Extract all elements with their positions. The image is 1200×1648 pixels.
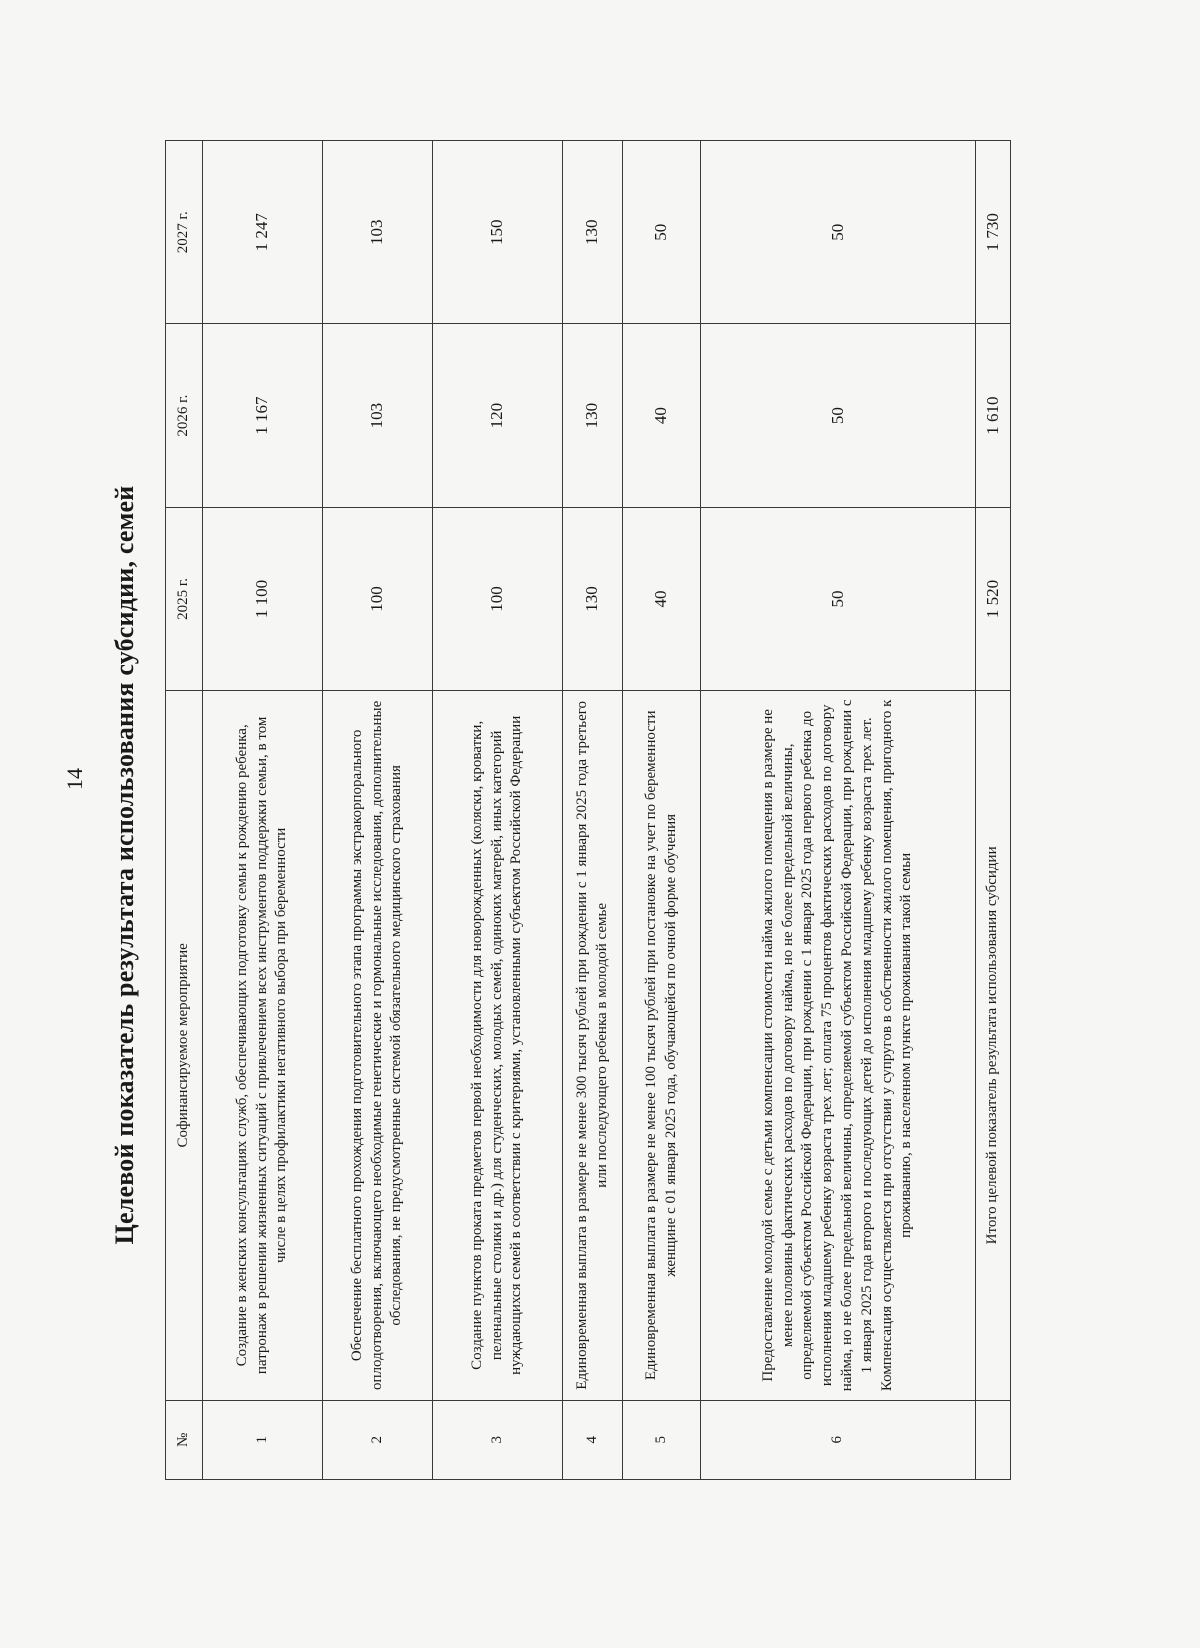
page-number: 14 bbox=[62, 768, 87, 790]
indicator-table bbox=[165, 140, 1011, 1480]
total-label: Итого целевой показатель результата использования субсидии bbox=[976, 691, 1011, 1400]
row-event: Создание в женских консультациях служб, обеспечивающих подготовку семьи к рождению ребенка, патронаж в решении жизненных ситуаций с привлечением всех инструментов поддержки семьи, в том числе в целях профилактики негативного выбора при беременности bbox=[203, 691, 323, 1400]
table-total-row bbox=[976, 141, 1011, 1480]
row-2025: 100 bbox=[433, 507, 563, 690]
row-num: 4 bbox=[563, 1400, 623, 1479]
row-2025: 40 bbox=[623, 507, 701, 690]
header-2027: 2027 г. bbox=[166, 141, 203, 324]
table-row bbox=[323, 141, 433, 1480]
row-2026: 130 bbox=[563, 324, 623, 507]
rotated-content bbox=[100, 120, 1100, 1560]
header-num: № bbox=[166, 1400, 203, 1479]
header-2025: 2025 г. bbox=[166, 507, 203, 690]
total-2026: 1 610 bbox=[976, 324, 1011, 507]
row-2027: 50 bbox=[623, 141, 701, 324]
total-num bbox=[976, 1400, 1011, 1479]
total-2027: 1 730 bbox=[976, 141, 1011, 324]
row-2025: 130 bbox=[563, 507, 623, 690]
row-event: Предоставление молодой семье с детьми компенсации стоимости найма жилого помещения в размере не менее половины фактических расходов по договору найма, но не более предельной величины, определяемой субъектом Российской Федерации, при рождении с 1 января 2025 года первого ребенка до исполнения младшему ребенку возраста трех лет; оплата 75 процентов фактических расходов по договору найма, но не более предельной величины, определяемой субъектом Российской Федерации, при рождении с 1 января 2025 года второго и последующих детей до исполнения младшему ребенку возраста трех лет. Компенсация осуществляется при отсутствии у супругов в собственности жилого помещения, пригодного к проживанию, в населенном пункте проживания такой семьи bbox=[701, 691, 976, 1400]
table-row bbox=[701, 141, 976, 1480]
row-num: 1 bbox=[203, 1400, 323, 1479]
row-2025: 100 bbox=[323, 507, 433, 690]
row-2026: 1 167 bbox=[203, 324, 323, 507]
row-2025: 1 100 bbox=[203, 507, 323, 690]
table-row bbox=[623, 141, 701, 1480]
table-row bbox=[563, 141, 623, 1480]
row-2025: 50 bbox=[701, 507, 976, 690]
row-num: 6 bbox=[701, 1400, 976, 1479]
row-2026: 50 bbox=[701, 324, 976, 507]
row-num: 3 bbox=[433, 1400, 563, 1479]
row-2027: 130 bbox=[563, 141, 623, 324]
total-2025: 1 520 bbox=[976, 507, 1011, 690]
header-event: Софинансируемое мероприятие bbox=[166, 691, 203, 1400]
page-title: Целевой показатель результата использования субсидии, семей bbox=[110, 485, 139, 1245]
row-event: Единовременная выплата в размере не менее 100 тысяч рублей при постановке на учет по беременности женщине с 01 января 2025 года, обучающейся по очной форме обучения bbox=[623, 691, 701, 1400]
table-header-row bbox=[166, 141, 203, 1480]
row-num: 5 bbox=[623, 1400, 701, 1479]
row-2027: 150 bbox=[433, 141, 563, 324]
row-num: 2 bbox=[323, 1400, 433, 1479]
row-event: Единовременная выплата в размере не менее 300 тысяч рублей при рождении с 1 января 2025 года третьего или последующего ребенка в молодой семье bbox=[563, 691, 623, 1400]
row-2027: 50 bbox=[701, 141, 976, 324]
table-row bbox=[433, 141, 563, 1480]
row-event: Создание пунктов проката предметов первой необходимости для новорожденных (коляски, кроватки, пеленальные столики и др.) для студенческих, молодых семей, одиноких матерей, иных категорий нуждающихся семей в соответствии с критериями, установленными субъектом Российской Федерации bbox=[433, 691, 563, 1400]
row-2026: 103 bbox=[323, 324, 433, 507]
row-2026: 120 bbox=[433, 324, 563, 507]
row-2027: 1 247 bbox=[203, 141, 323, 324]
row-event: Обеспечение бесплатного прохождения подготовительного этапа программы экстракорпорального оплодотворения, включающего необходимые генетические и гормональные исследования, дополнительные обследования, не предусмотренные системой обязательного медицинского страхования bbox=[323, 691, 433, 1400]
header-2026: 2026 г. bbox=[166, 324, 203, 507]
row-2027: 103 bbox=[323, 141, 433, 324]
table-row bbox=[203, 141, 323, 1480]
row-2026: 40 bbox=[623, 324, 701, 507]
